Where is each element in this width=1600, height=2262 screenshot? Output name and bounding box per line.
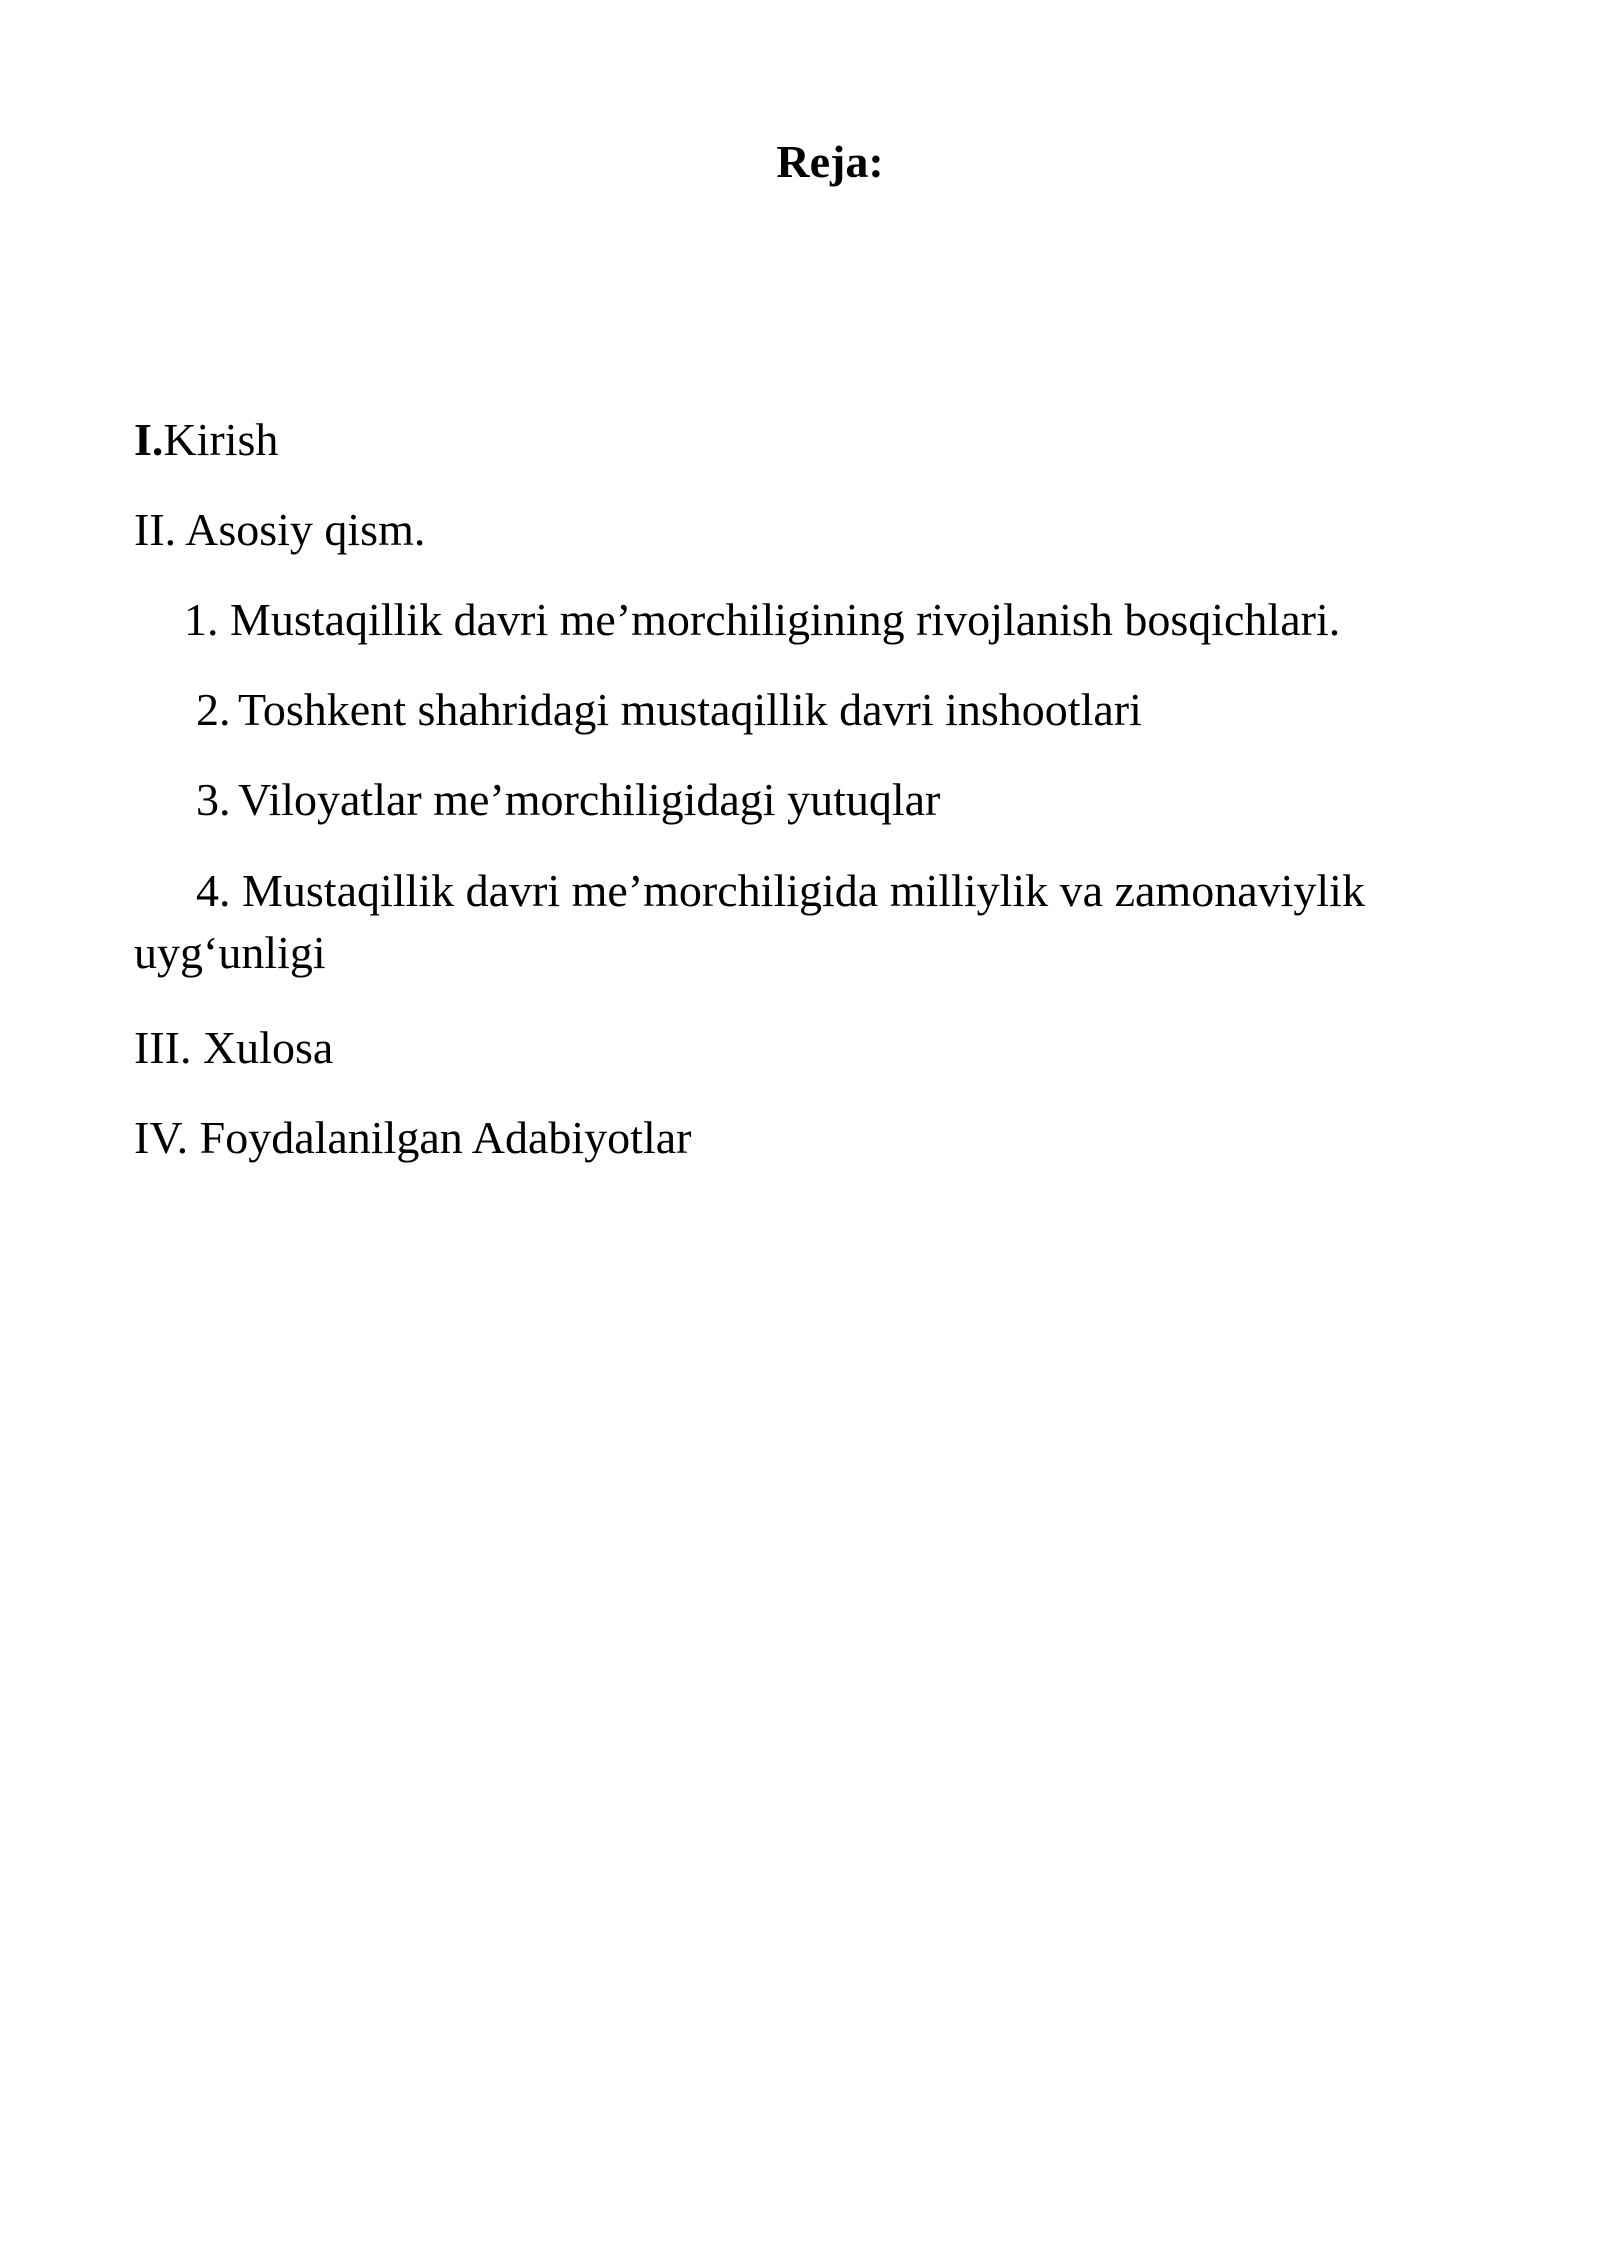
outline-item-intro [134,410,278,470]
outline-subitem-number: 2. [196,684,231,735]
outline-subitem-text: Toshkent shahridagi mustaqillik davri inshootlari [238,684,1142,735]
page-title: Reja: [776,136,884,187]
outline-subitem-1: 1. Mustaqillik davri me’morchiligining rivojlanish bosqichlari. [184,594,1341,645]
outline-subitem-4: 4. Mustaqillik davri me’morchiligida milliylik va zamonaviylik uyg‘unligi [134,865,1365,978]
outline-subitem-3 [196,770,940,830]
outline-subitem-text: Viloyatlar me’morchiligidagi yutuqlar [238,774,941,825]
outline-text: Kirish [163,414,279,465]
outline-numeral: I. [134,414,164,465]
outline-item-conclusion: III. Xulosa [134,1022,334,1073]
outline-subitem-2 [196,680,1142,740]
outline-subitem-number: 3. [196,774,231,825]
outline-item-references: IV. Foydalanilgan Adabiyotlar [134,1112,692,1163]
outline-item-main: II. Asosiy qism. [134,504,426,555]
